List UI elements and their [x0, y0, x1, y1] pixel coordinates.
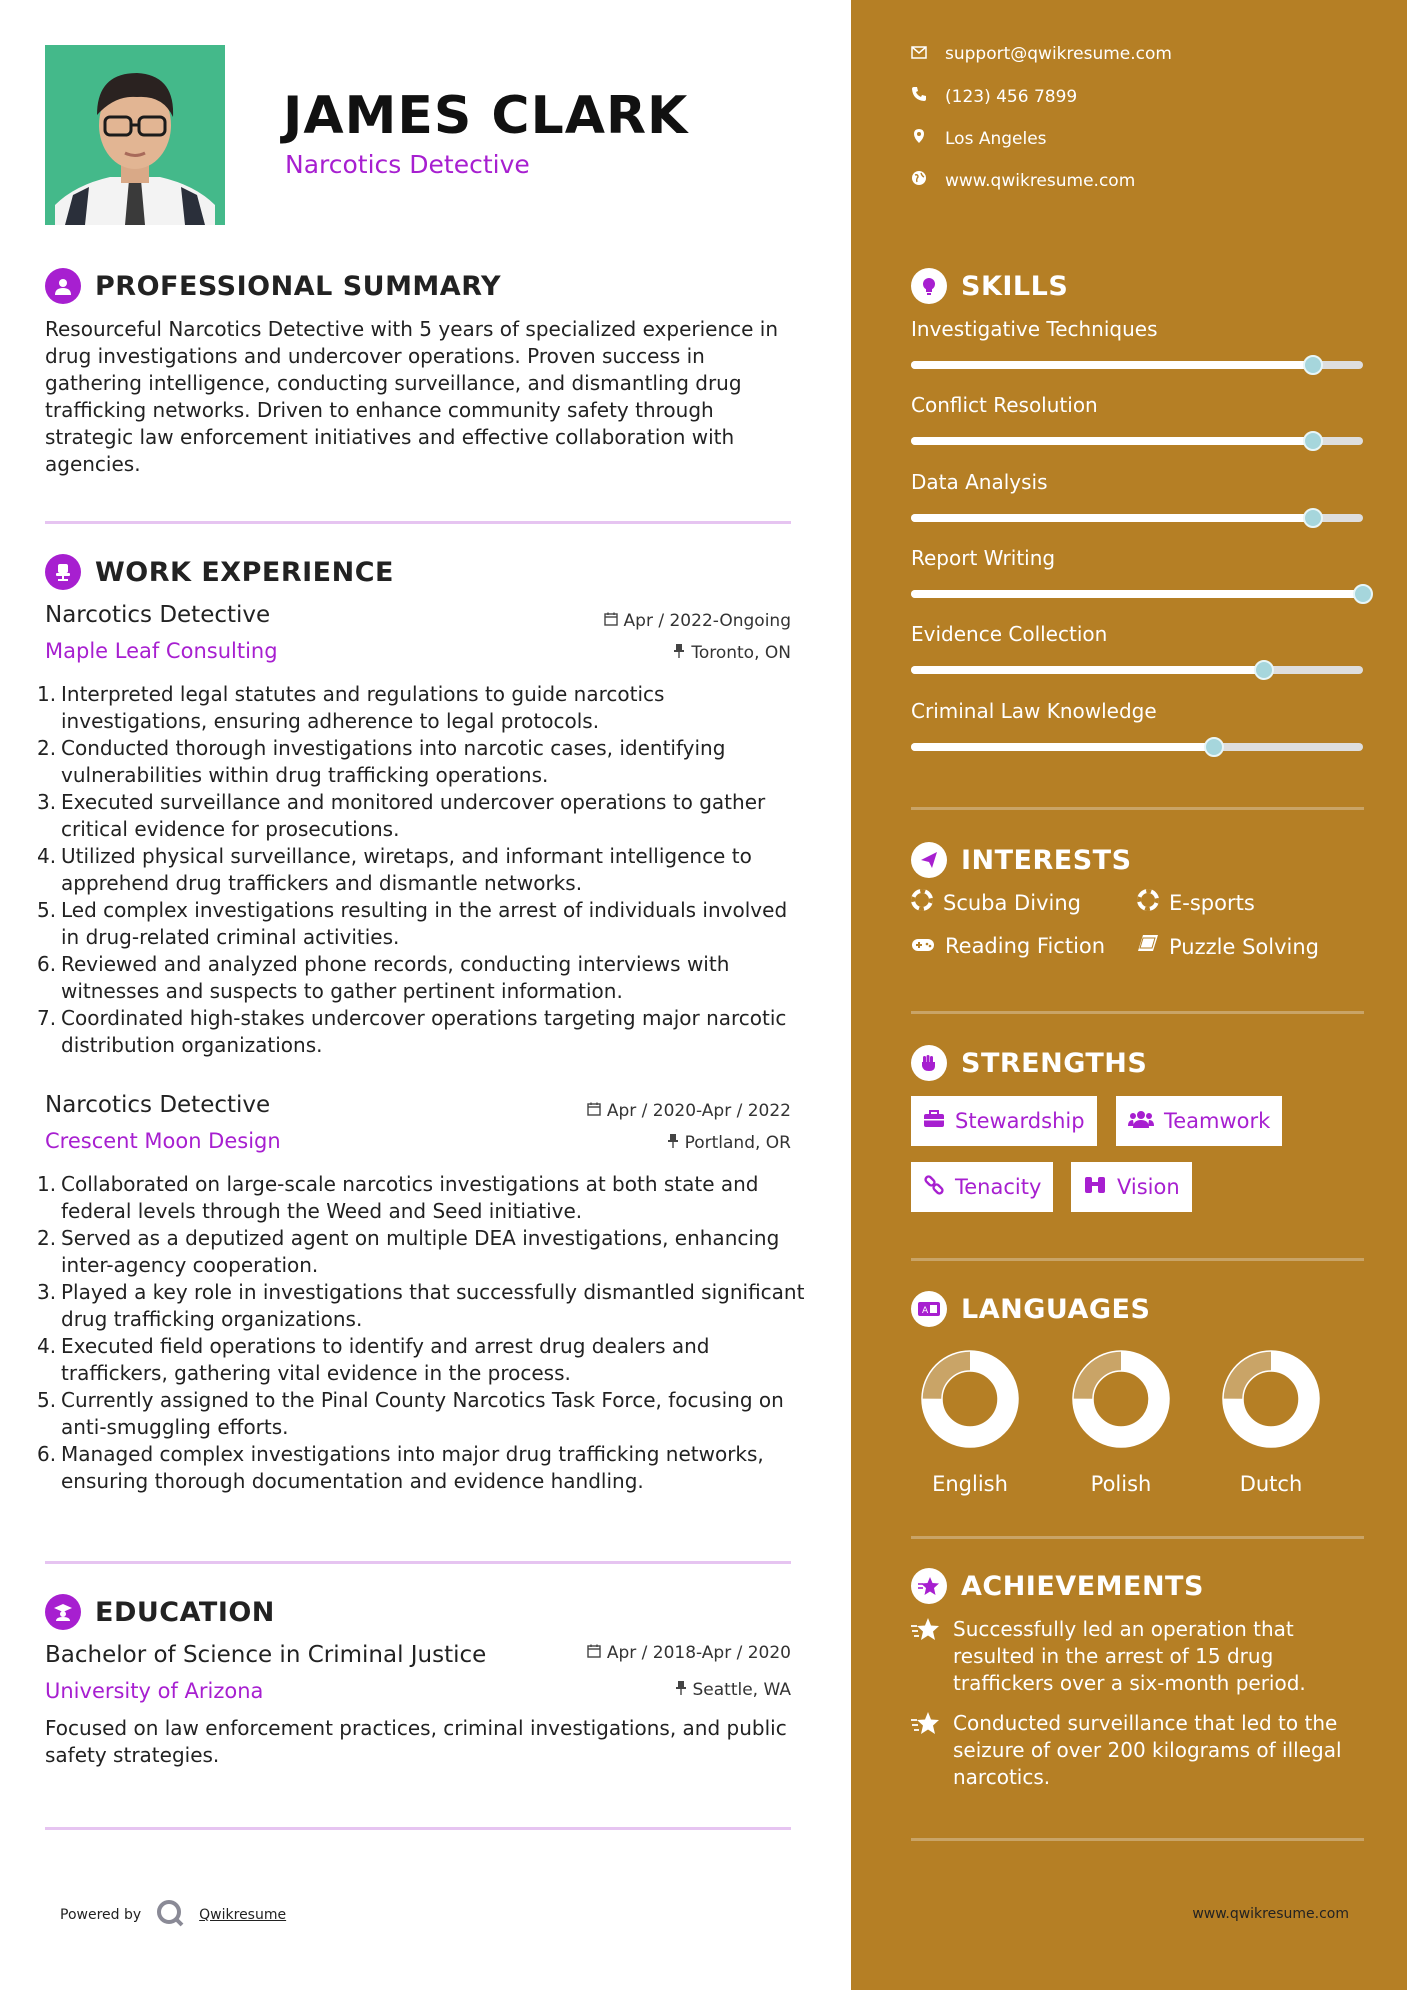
job-company: Crescent Moon Design	[45, 1129, 281, 1153]
skill-knob	[1353, 584, 1373, 604]
strength-badge: Stewardship	[911, 1096, 1097, 1146]
lifebuoy-icon	[911, 889, 933, 916]
skill-knob	[1254, 660, 1274, 680]
job-title: Narcotics Detective	[45, 1092, 271, 1118]
list-item: 6. Managed complex investigations into major drug trafficking networks, ensuring thorough documentation and evidence handling.	[37, 1442, 764, 1493]
list-item: 2. Served as a deputized agent on multiple DEA investigations, enhancing inter-agency cooperation.	[37, 1226, 780, 1277]
envelope-icon	[911, 44, 927, 64]
lifebuoy-icon	[1137, 889, 1159, 916]
experience-heading: WORK EXPERIENCE	[45, 554, 394, 590]
contact-phone[interactable]: (123) 456 7899	[911, 86, 1077, 107]
strengths-heading: STRENGTHS	[911, 1045, 1147, 1081]
list-item: 7. Coordinated high-stakes undercover operations targeting major narcotic distribution organizations.	[37, 1006, 787, 1057]
job-duties-list	[37, 1171, 805, 1495]
language-ring	[915, 1344, 1025, 1454]
school-name: University of Arizona	[45, 1679, 264, 1703]
job-company: Maple Leaf Consulting	[45, 639, 278, 663]
language-item: English	[915, 1344, 1025, 1496]
chair-icon	[45, 554, 81, 590]
skill-bar	[911, 590, 1363, 598]
summary-text: Resourceful Narcotics Detective with 5 years of specialized experience in drug investigations and undercover operations. Proven success in gathering intelligence, conducting surveillance, and dismantling drug trafficking networks. Driven to enhance community safety through strategic law enforcement initiatives and effective collaboration with agencies.	[45, 317, 779, 476]
skill-label: Criminal Law Knowledge	[911, 699, 1157, 723]
summary-heading: PROFESSIONAL SUMMARY	[45, 268, 501, 304]
divider	[911, 1011, 1364, 1014]
contact-location: Los Angeles	[911, 128, 1047, 149]
skills-heading: SKILLS	[911, 268, 1068, 304]
list-item: 4. Utilized physical surveillance, wiretaps, and informant intelligence to apprehend drug traffickers and dismantle networks.	[37, 844, 752, 895]
education-location: Seattle, WA	[675, 1680, 792, 1700]
link-icon	[923, 1174, 945, 1201]
list-item: 6. Reviewed and analyzed phone records, conducting interviews with witnesses and suspects to gather pertinent information.	[37, 952, 730, 1003]
skill-label: Investigative Techniques	[911, 317, 1158, 341]
pin-icon	[675, 1680, 687, 1700]
job-title: Narcotics Detective	[45, 602, 271, 628]
education-heading: EDUCATION	[45, 1594, 275, 1630]
list-item: 5. Led complex investigations resulting in the arrest of individuals involved in drug-related criminal activities.	[37, 898, 788, 949]
job-duties-list	[37, 681, 805, 1059]
education-text: Focused on law enforcement practices, criminal investigations, and public safety strategies.	[45, 1716, 787, 1767]
briefcase-icon	[923, 1109, 945, 1133]
qwikresume-logo-icon	[155, 1898, 185, 1932]
list-item: 1. Interpreted legal statutes and regulations to guide narcotics investigations, ensuring adherence to legal protocols.	[37, 682, 665, 733]
strength-badge: Vision	[1071, 1162, 1192, 1212]
skill-bar	[911, 666, 1363, 674]
skill-label: Conflict Resolution	[911, 393, 1098, 417]
user-icon	[45, 268, 81, 304]
gamepad-icon	[911, 934, 935, 958]
interest-item: Puzzle Solving	[1137, 934, 1319, 959]
strength-badge: Tenacity	[911, 1162, 1053, 1212]
pin-icon	[667, 1133, 679, 1153]
divider	[911, 1838, 1364, 1841]
profile-photo	[45, 45, 225, 225]
skill-knob	[1204, 737, 1224, 757]
list-item: 4. Executed field operations to identify and arrest drug dealers and traffickers, gathering vital evidence in the process.	[37, 1334, 710, 1385]
star-icon	[911, 1710, 941, 1791]
skill-bar	[911, 514, 1363, 522]
interest-item: Scuba Diving	[911, 889, 1081, 916]
candidate-name: JAMES CLARK	[283, 86, 689, 146]
skill-bar	[911, 361, 1363, 369]
language-item: Dutch	[1216, 1344, 1326, 1496]
list-item: 3. Played a key role in investigations that successfully dismantled significant drug trafficking organizations.	[37, 1280, 805, 1331]
skill-label: Report Writing	[911, 546, 1056, 570]
book-icon	[1137, 934, 1159, 959]
language-item: Polish	[1066, 1344, 1176, 1496]
calendar-icon	[587, 1101, 601, 1121]
list-item: 5. Currently assigned to the Pinal County Narcotics Task Force, focusing on anti-smuggling efforts.	[37, 1388, 784, 1439]
strength-badge: Teamwork	[1116, 1096, 1282, 1146]
education-dates: Apr / 2018-Apr / 2020	[587, 1643, 791, 1663]
languages-heading: A LANGUAGES	[911, 1291, 1150, 1327]
list-item: 3. Executed surveillance and monitored undercover operations to gather critical evidence for prosecutions.	[37, 790, 766, 841]
job-location: Portland, OR	[667, 1133, 791, 1153]
fist-icon	[911, 1045, 947, 1081]
job-location: Toronto, ON	[673, 643, 791, 663]
divider	[45, 521, 791, 524]
skill-label: Data Analysis	[911, 470, 1048, 494]
divider	[911, 1258, 1364, 1261]
contact-website[interactable]: www.qwikresume.com	[911, 170, 1135, 191]
achievement-item: Successfully led an operation that resulted in the arrest of 15 drug traffickers over a six-month period.	[911, 1616, 1371, 1697]
phone-icon	[911, 86, 927, 107]
list-item: 2. Conducted thorough investigations into narcotic cases, identifying vulnerabilities within drug trafficking operations.	[37, 736, 726, 787]
interests-heading: INTERESTS	[911, 842, 1132, 878]
skill-bar	[911, 437, 1363, 445]
divider	[911, 1536, 1364, 1539]
job-dates: Apr / 2022-Ongoing	[604, 611, 791, 631]
divider	[911, 807, 1364, 810]
interest-item: E-sports	[1137, 889, 1255, 916]
translate-icon	[911, 1291, 947, 1327]
list-item: 1. Collaborated on large-scale narcotics investigations at both state and federal levels through the Weed and Seed initiative.	[37, 1172, 759, 1223]
degree-title: Bachelor of Science in Criminal Justice	[45, 1642, 487, 1668]
contact-email[interactable]: support@qwikresume.com	[911, 44, 1172, 64]
achievement-item: Conducted surveillance that led to the seizure of over 200 kilograms of illegal narcotics.	[911, 1710, 1371, 1791]
lightbulb-icon	[911, 268, 947, 304]
divider	[45, 1561, 791, 1564]
job-dates: Apr / 2020-Apr / 2022	[587, 1101, 791, 1121]
footer-url[interactable]: www.qwikresume.com	[1192, 1906, 1349, 1922]
paper-plane-icon	[911, 842, 947, 878]
candidate-title: Narcotics Detective	[285, 150, 530, 179]
star-icon	[911, 1568, 947, 1604]
language-ring	[1216, 1344, 1326, 1454]
graduate-icon	[45, 1594, 81, 1630]
skill-label: Evidence Collection	[911, 622, 1108, 646]
qwikresume-link[interactable]: Qwikresume	[199, 1907, 287, 1923]
interest-item: Reading Fiction	[911, 934, 1105, 958]
divider	[45, 1827, 791, 1830]
star-icon	[911, 1616, 941, 1697]
binoculars-icon	[1083, 1175, 1107, 1200]
users-icon	[1128, 1109, 1154, 1133]
globe-icon	[911, 170, 927, 191]
calendar-icon	[587, 1643, 601, 1663]
pin-icon	[673, 643, 685, 663]
language-ring	[1066, 1344, 1176, 1454]
location-pin-icon	[911, 128, 927, 149]
footer-powered-by: Powered by Qwikresume	[60, 1898, 286, 1932]
achievements-heading: ACHIEVEMENTS	[911, 1568, 1204, 1604]
calendar-icon	[604, 611, 618, 631]
svg-text:A: A	[922, 1306, 929, 1316]
skill-bar	[911, 743, 1363, 751]
